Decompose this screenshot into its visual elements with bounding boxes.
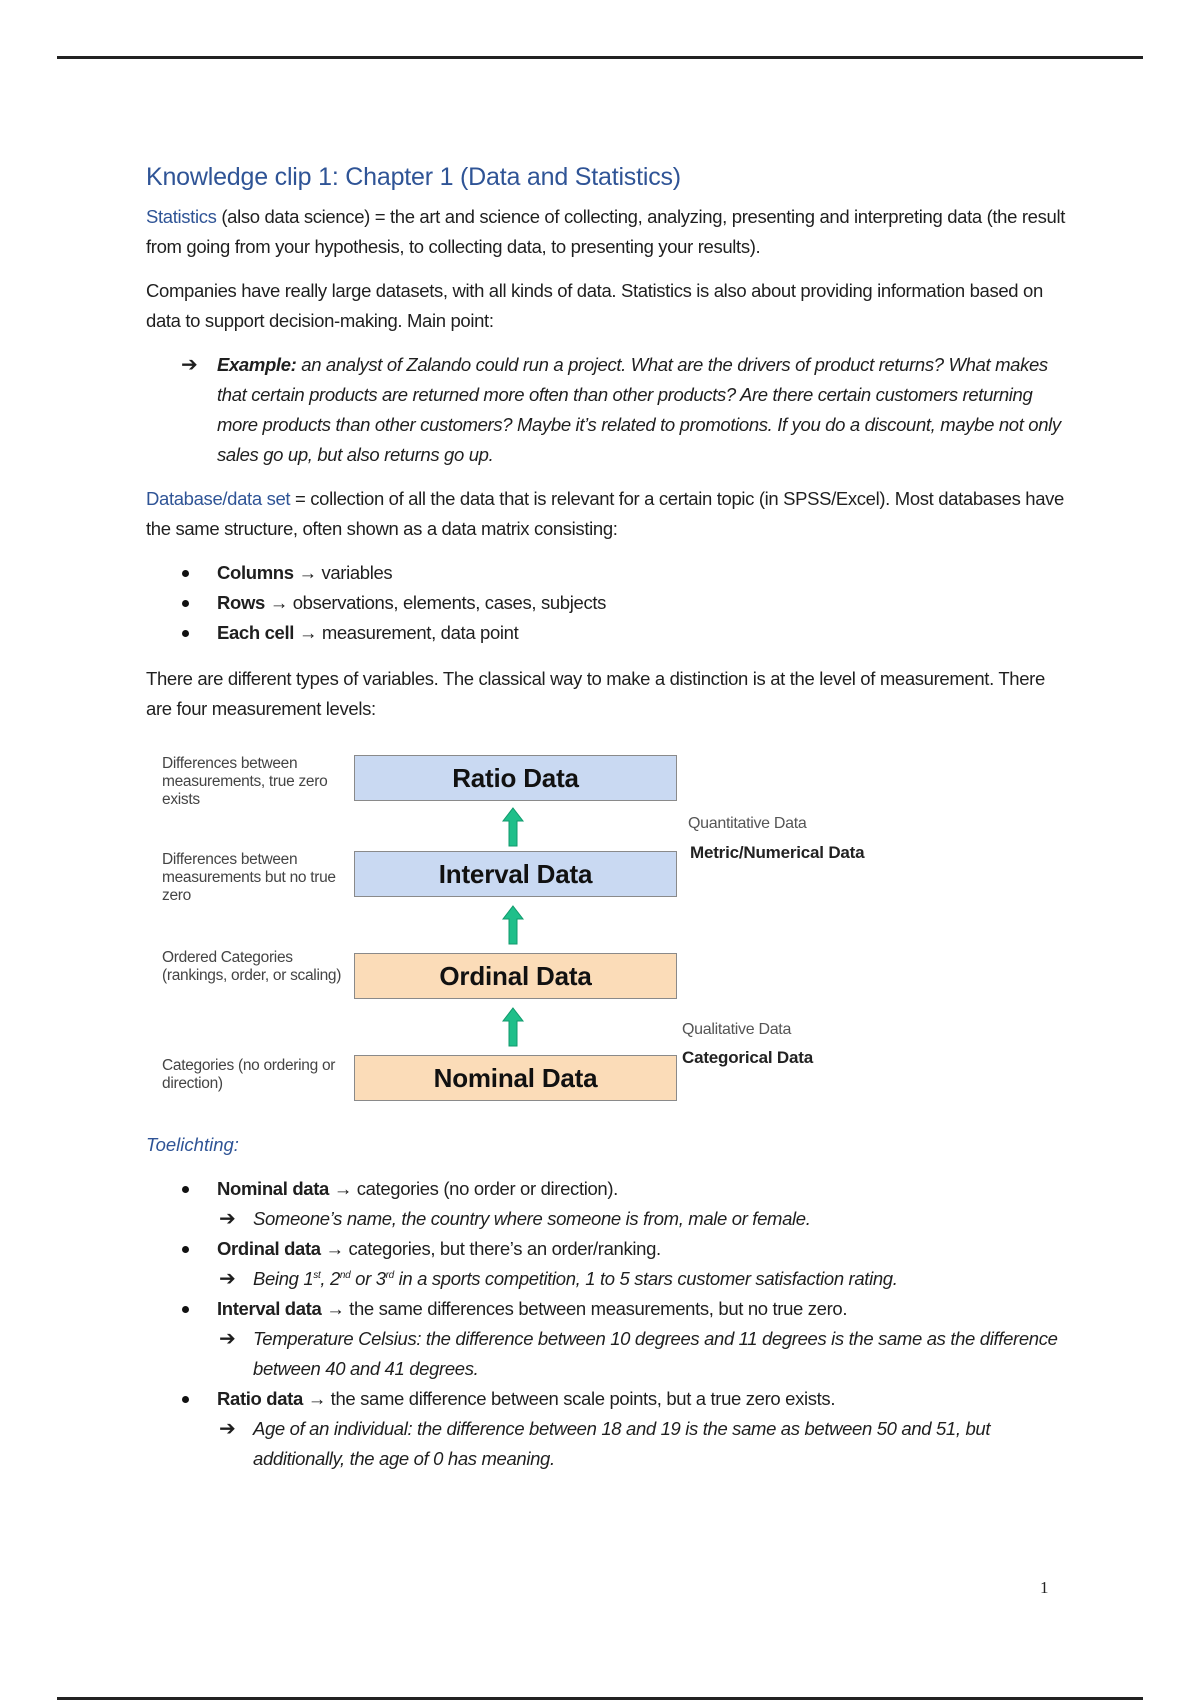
list-item-text: categories (no order or direction). <box>356 1178 618 1199</box>
arrow-right-icon: ➔ <box>219 1328 236 1350</box>
companies-paragraph: Companies have really large datasets, with all kinds of data. Statistics is also about providing information based on data to support decision-making. Main point: <box>146 280 1043 331</box>
list-item-text: variables <box>321 562 393 583</box>
page-title: Knowledge clip 1: Chapter 1 (Data and Statistics) <box>146 163 681 191</box>
metric-numerical-label: Metric/Numerical Data <box>690 843 865 862</box>
list-item-interval <box>146 1294 1086 1324</box>
arrow-right-icon: ➔ <box>181 354 198 376</box>
list-item-text: categories, but there’s an order/ranking. <box>348 1238 661 1259</box>
term-statistics: Statistics <box>146 206 217 227</box>
statistics-definition-text: (also data science) = the art and science of collecting, analyzing, presenting and interpreting data (the result from going from your hypothesis, to collecting data, to presenting your results). <box>146 206 1065 257</box>
database-definition <box>146 484 1066 544</box>
arrow-right-icon: ➔ <box>219 1268 236 1290</box>
list-item-ordinal <box>146 1234 1086 1264</box>
arrow-icon: → <box>320 1238 349 1259</box>
categorical-label: Categorical Data <box>682 1048 813 1067</box>
example-text: Age of an individual: the difference between 18 and 19 is the same as between 50 and 51, but additionally, the age of 0 has meaning. <box>253 1418 991 1469</box>
bullet-icon <box>182 600 189 607</box>
list-item-term: Rows <box>217 592 265 613</box>
ratio-description: Differences between measurements, true zero exists <box>162 755 328 808</box>
measurement-levels-diagram <box>146 745 906 1115</box>
bullet-icon <box>182 630 189 637</box>
database-definition-text: = collection of all the data that is relevant for a certain topic (in SPSS/Excel). Most databases have the same structure, often shown as a data matrix consisting: <box>146 488 1064 539</box>
list-item-term: Each cell <box>217 622 295 643</box>
ratio-example <box>146 1414 1086 1474</box>
nominal-example <box>146 1204 1086 1234</box>
list-item-term: Ordinal data <box>217 1238 321 1259</box>
arrow-right-icon: ➔ <box>219 1418 236 1440</box>
list-item-term: Interval data <box>217 1298 322 1319</box>
interval-example <box>146 1324 1086 1384</box>
bullet-icon <box>182 1306 189 1313</box>
term-database: Database/data set <box>146 488 291 509</box>
list-item-text: the same difference between scale points, but a true zero exists. <box>330 1388 836 1409</box>
ordinal-description: Ordered Categories (rankings, order, or scaling) <box>162 949 342 984</box>
nominal-data-box: Nominal Data <box>354 1055 677 1101</box>
list-item-each-cell <box>146 618 1066 648</box>
example-label: Example: <box>217 354 297 375</box>
quantitative-label: Quantitative Data <box>688 815 807 832</box>
explanation-list <box>146 1174 1086 1474</box>
example-text: Being 1st, 2nd or 3rd in a sports competition, 1 to 5 stars customer satisfaction rating. <box>253 1268 898 1289</box>
interval-description: Differences between measurements but no true zero <box>162 851 336 904</box>
list-item-rows <box>146 588 1066 618</box>
measurement-levels-intro: There are different types of variables. The classical way to make a distinction is at the level of measurement. There are four measurement levels: <box>146 668 1045 719</box>
arrow-up-icon <box>501 1007 525 1047</box>
explanation-section <box>146 1130 1086 1474</box>
list-item-text: measurement, data point <box>321 622 519 643</box>
explanation-heading: Toelichting: <box>146 1134 239 1155</box>
example-text: Someone’s name, the country where someone is from, male or female. <box>253 1208 811 1229</box>
arrow-icon: → <box>302 1388 331 1409</box>
header-rule <box>57 56 1143 59</box>
arrow-icon: → <box>293 562 322 583</box>
bullet-icon <box>182 1186 189 1193</box>
ratio-data-box: Ratio Data <box>354 755 677 801</box>
list-item-text: observations, elements, cases, subjects <box>292 592 607 613</box>
list-item-term: Nominal data <box>217 1178 329 1199</box>
bullet-icon <box>182 1246 189 1253</box>
example-zalando <box>146 350 1066 470</box>
arrow-up-icon <box>501 905 525 945</box>
document-body <box>146 160 1066 738</box>
ordinal-example <box>146 1264 1086 1294</box>
list-item-text: the same differences between measurements, but no true zero. <box>349 1298 848 1319</box>
nominal-description: Categories (no ordering or direction) <box>162 1057 336 1092</box>
ordinal-data-box: Ordinal Data <box>354 953 677 999</box>
example-text: Temperature Celsius: the difference between 10 degrees and 11 degrees is the same as the difference between 40 and 41 degrees. <box>253 1328 1058 1379</box>
arrow-up-icon <box>501 807 525 847</box>
list-item-ratio <box>146 1384 1086 1414</box>
list-item-term: Columns <box>217 562 294 583</box>
arrow-icon: → <box>321 1298 350 1319</box>
list-item-term: Ratio data <box>217 1388 303 1409</box>
arrow-icon: → <box>294 622 322 643</box>
arrow-right-icon: ➔ <box>219 1208 236 1230</box>
example-text: an analyst of Zalando could run a project. What are the drivers of product returns? What makes that certain products are returned more often than other products? Are there certain customers returning more products than other customers? Maybe it’s related to promotions. If you do a discount, maybe not only sales go up, but also returns go up. <box>217 354 1061 465</box>
page-number: 1 <box>1040 1578 1049 1597</box>
list-item-nominal <box>146 1174 1086 1204</box>
interval-data-box: Interval Data <box>354 851 677 897</box>
arrow-icon: → <box>328 1178 357 1199</box>
arrow-icon: → <box>264 592 293 613</box>
bullet-icon <box>182 1396 189 1403</box>
bullet-icon <box>182 570 189 577</box>
data-matrix-list <box>146 558 1066 648</box>
list-item-columns <box>146 558 1066 588</box>
qualitative-label: Qualitative Data <box>682 1021 792 1038</box>
statistics-definition <box>146 202 1066 262</box>
